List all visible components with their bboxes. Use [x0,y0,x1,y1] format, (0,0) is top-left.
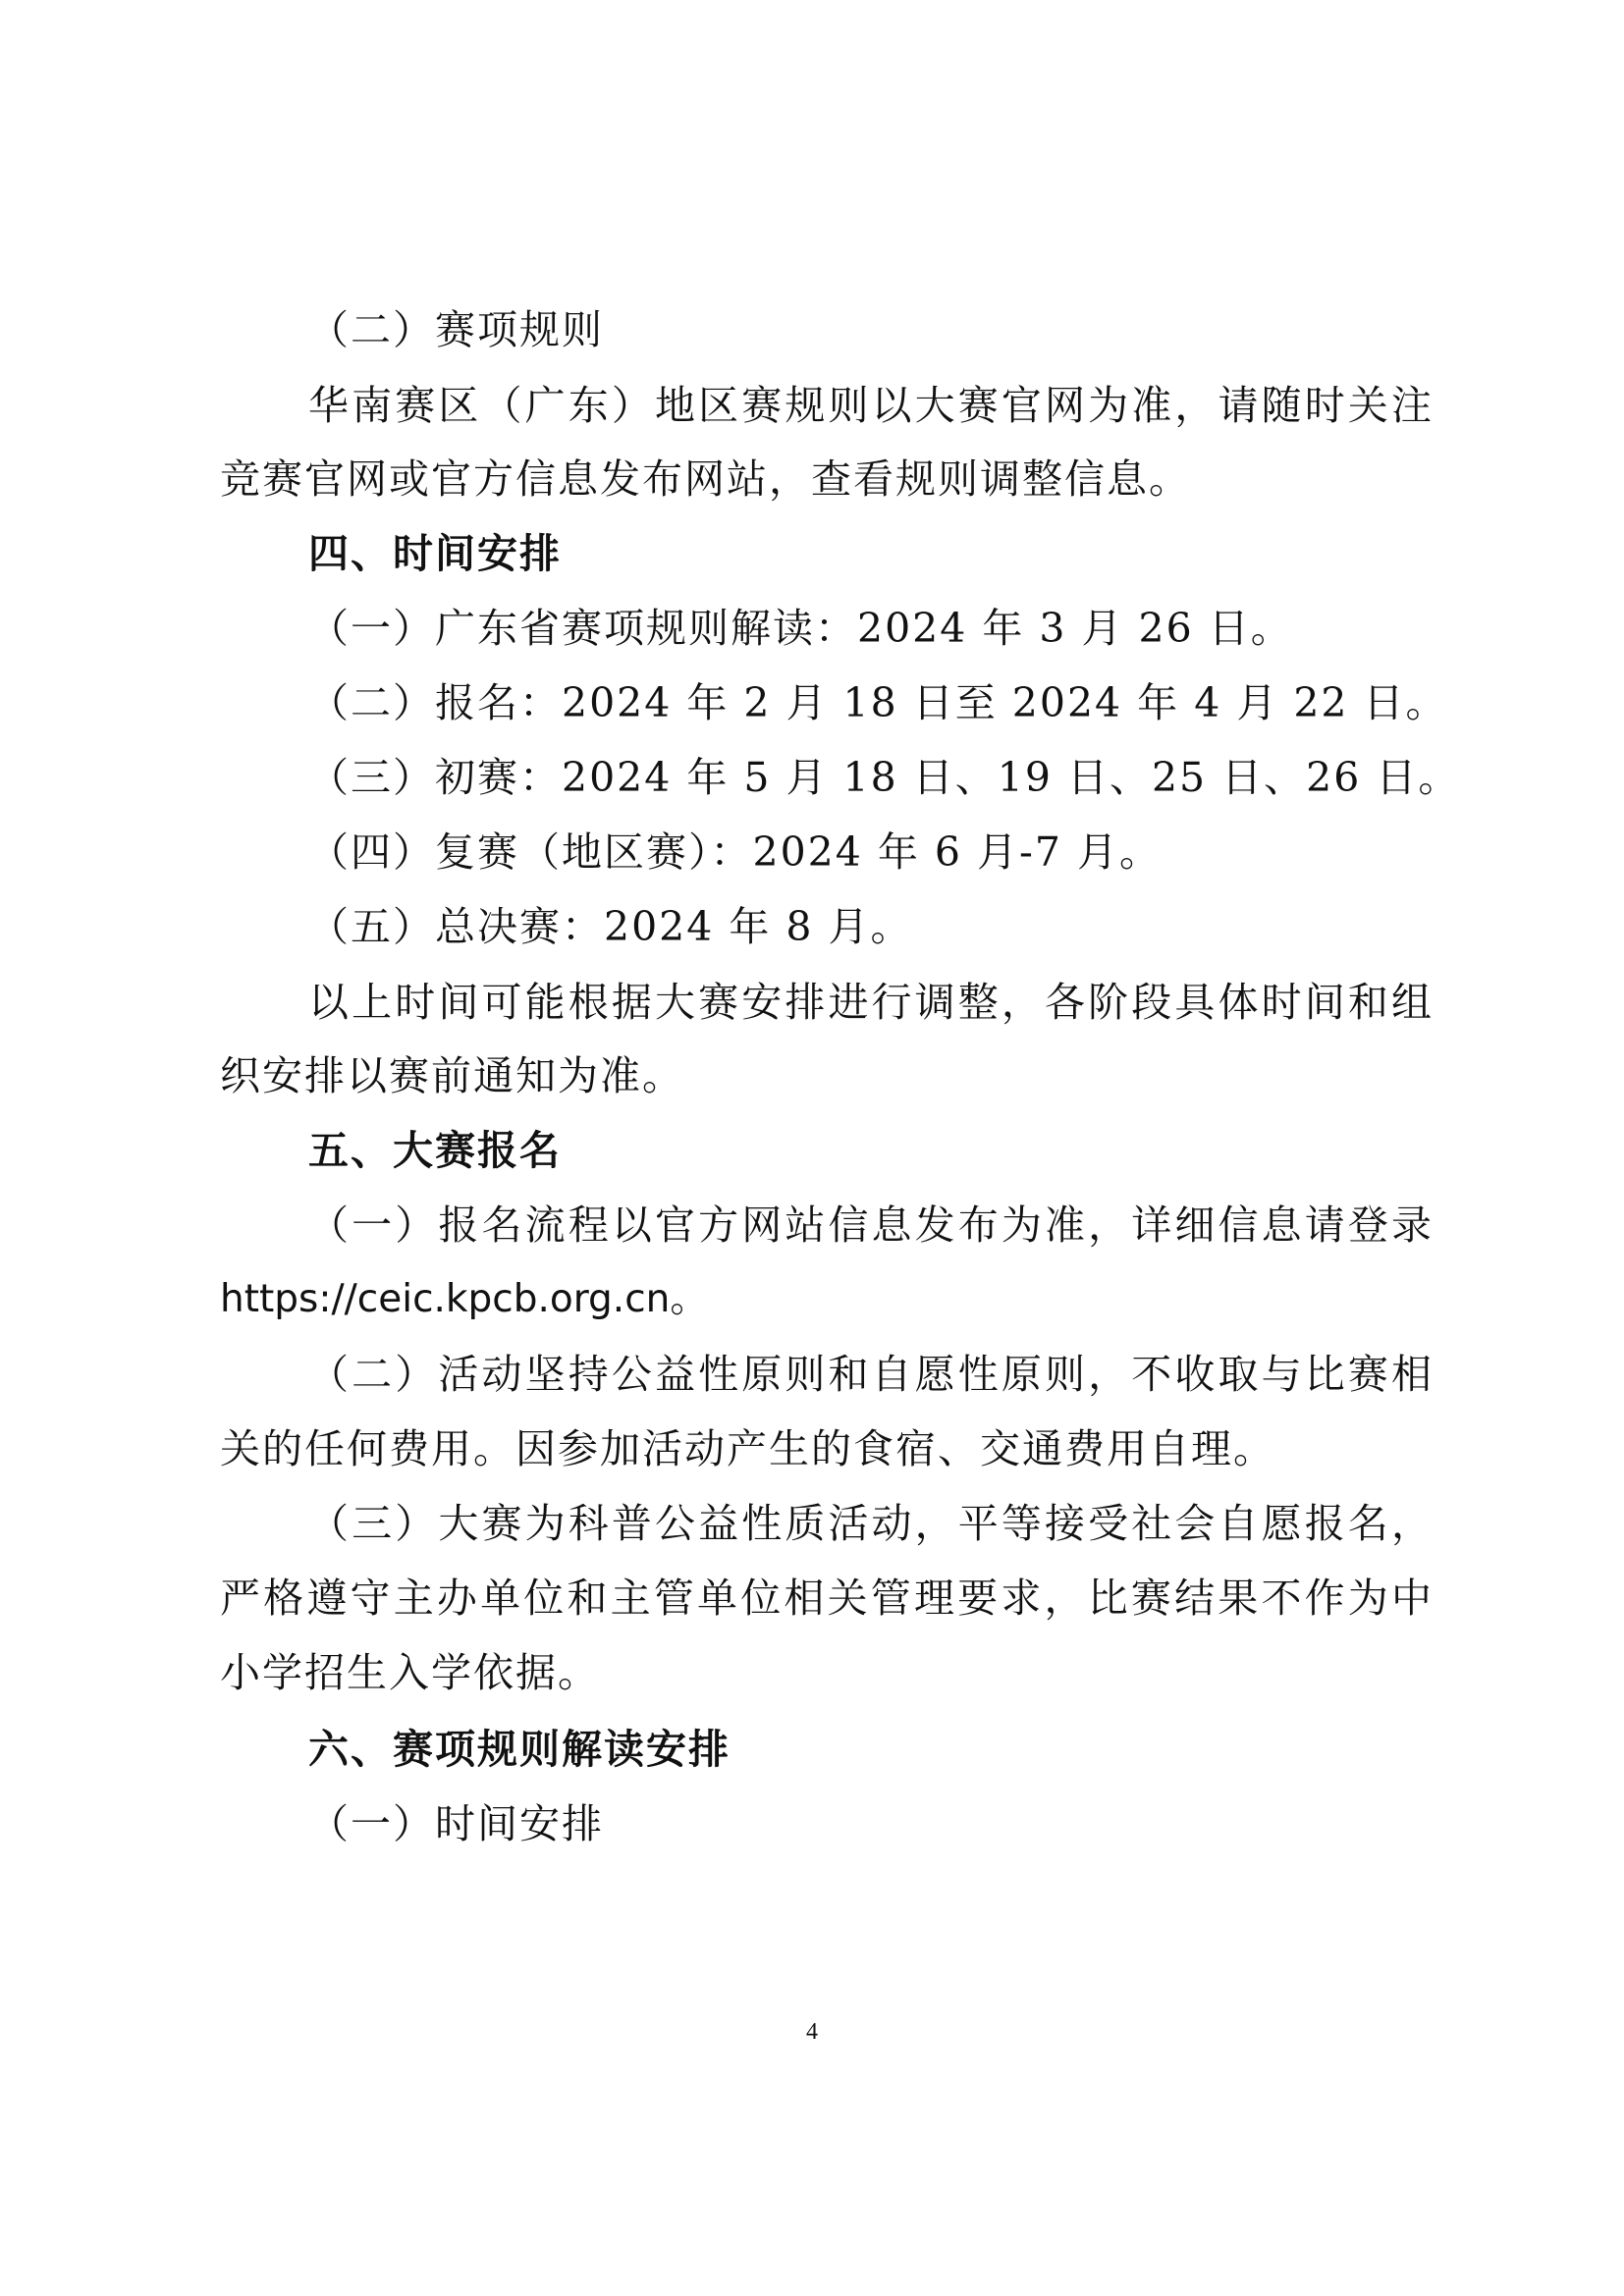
schedule-item: （一）广东省赛项规则解读：2024 年 3 月 26 日。 [308,605,1293,652]
schedule-item: （三）初赛：2024 年 5 月 18 日、19 日、25 日、26 日。 [308,754,1461,801]
page-number: 4 [806,2019,818,2045]
paragraph-line: 华南赛区（广东）地区赛规则以大赛官网为准，请随时关注 [308,382,1434,429]
paragraph-line: 小学招生入学依据。 [220,1649,600,1696]
section-heading-rules-interpretation: 六、赛项规则解读安排 [308,1726,731,1773]
paragraph-line: 织安排以赛前通知为准。 [220,1052,684,1099]
section-heading-registration: 五、大赛报名 [308,1127,562,1174]
paragraph-line: （一）报名流程以官方网站信息发布为准，详细信息请登录 [308,1201,1434,1249]
subsection-heading-time: （一）时间安排 [308,1800,604,1847]
paragraph-line: （二）活动坚持公益性原则和自愿性原则，不收取与比赛相 [308,1351,1434,1398]
paragraph-line: 以上时间可能根据大赛安排进行调整，各阶段具体时间和组 [308,979,1434,1026]
paragraph-line: （三）大赛为科普公益性质活动，平等接受社会自愿报名， [308,1500,1434,1547]
paragraph-line: 竞赛官网或官方信息发布网站，查看规则调整信息。 [220,455,1191,503]
section-heading-schedule: 四、时间安排 [308,530,562,577]
registration-url: https://ceic.kpcb.org.cn。 [220,1277,709,1321]
schedule-item: （四）复赛（地区赛）：2024 年 6 月-7 月。 [308,828,1162,876]
paragraph-line: 严格遵守主办单位和主管单位相关管理要求，比赛结果不作为中 [220,1575,1434,1622]
paragraph-line: 关的任何费用。因参加活动产生的食宿、交通费用自理。 [220,1425,1275,1472]
schedule-item: （二）报名：2024 年 2 月 18 日至 2024 年 4 月 22 日。 [308,679,1448,726]
subsection-heading-competition-rules: （二）赛项规则 [308,306,604,353]
schedule-item: （五）总决赛：2024 年 8 月。 [308,903,913,950]
